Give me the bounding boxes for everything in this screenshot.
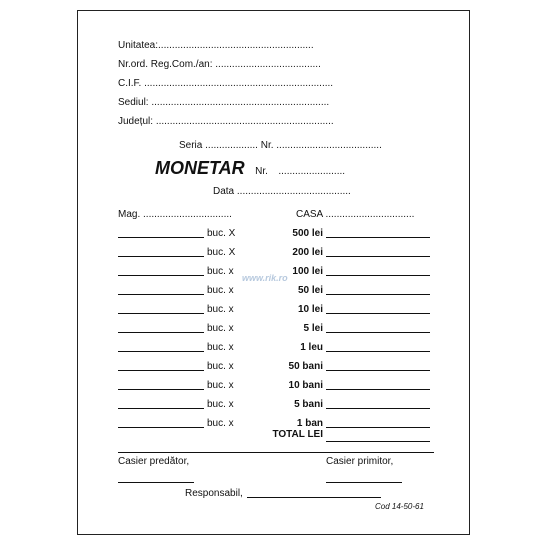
amount-line[interactable] xyxy=(326,332,430,333)
seria-row xyxy=(179,140,382,152)
quantity-line[interactable] xyxy=(118,313,204,314)
casa-fill[interactable]: ................................ xyxy=(325,209,415,220)
unit-label: buc. x xyxy=(207,342,234,353)
casa-row xyxy=(296,209,414,221)
quantity-line[interactable] xyxy=(118,275,204,276)
denomination-label: 50 lei xyxy=(297,285,323,296)
mag-row xyxy=(118,209,232,221)
judetul-fill[interactable]: ................................................................ xyxy=(155,116,334,127)
field-cif xyxy=(118,78,333,90)
quantity-line[interactable] xyxy=(118,332,204,333)
denomination-label: 10 lei xyxy=(297,304,323,315)
sediul-label: Sediul: xyxy=(118,97,149,108)
mag-label: Mag. xyxy=(118,209,141,220)
casier-primitor-line[interactable] xyxy=(326,482,402,483)
title-row xyxy=(155,158,345,179)
casa-label: CASA xyxy=(296,209,323,220)
amount-line[interactable] xyxy=(326,294,430,295)
separator-line xyxy=(118,452,434,453)
form-code: Cod 14-50-61 xyxy=(375,502,424,511)
unit-label: buc. x xyxy=(207,361,234,372)
casier-predator-line[interactable] xyxy=(118,482,194,483)
denomination-label: 1 ban xyxy=(296,418,323,429)
field-nr-reg-com xyxy=(118,59,321,71)
amount-line[interactable] xyxy=(326,313,430,314)
quantity-line[interactable] xyxy=(118,389,204,390)
nr-reg-com-fill[interactable]: ...................................... xyxy=(215,59,321,70)
denomination-label: 5 lei xyxy=(303,323,323,334)
cif-fill[interactable]: .................................................................... xyxy=(144,78,334,89)
amount-line[interactable] xyxy=(326,389,430,390)
unit-label: buc. x xyxy=(207,380,234,391)
title-nr-fill[interactable]: ........................ xyxy=(278,166,346,177)
sediul-fill[interactable]: ................................................................ xyxy=(151,97,330,108)
quantity-line[interactable] xyxy=(118,408,204,409)
seria-label: Seria xyxy=(179,140,203,151)
data-row xyxy=(213,186,351,198)
quantity-line[interactable] xyxy=(118,237,204,238)
responsabil-line[interactable] xyxy=(247,497,381,498)
denomination-label: 10 bani xyxy=(288,380,323,391)
amount-line[interactable] xyxy=(326,275,430,276)
amount-line[interactable] xyxy=(326,351,430,352)
amount-line[interactable] xyxy=(326,370,430,371)
unit-label: buc. x xyxy=(207,285,234,296)
casier-primitor-label: Casier primitor, xyxy=(326,456,394,467)
denomination-label: 500 lei xyxy=(292,228,323,239)
denomination-label: 200 lei xyxy=(292,247,323,258)
denomination-label: 100 lei xyxy=(292,266,323,277)
field-unitatea xyxy=(118,40,314,52)
field-sediul xyxy=(118,97,329,109)
mag-fill[interactable]: ................................ xyxy=(143,209,232,220)
title-nr-label: Nr. xyxy=(255,166,268,177)
page-title: MONETAR xyxy=(155,158,245,178)
seria-nr-label: Nr. xyxy=(260,140,274,151)
amount-line[interactable] xyxy=(326,256,430,257)
unit-label: buc. X xyxy=(207,247,236,258)
unit-label: buc. x xyxy=(207,304,234,315)
unit-label: buc. x xyxy=(207,418,234,429)
unit-label: buc. x xyxy=(207,323,234,334)
cif-label: C.I.F. xyxy=(118,78,142,89)
data-fill[interactable]: ......................................... xyxy=(236,186,351,197)
nr-reg-com-label: Nr.ord. Reg.Com./an: xyxy=(118,59,213,70)
judetul-label: Județul: xyxy=(118,116,154,127)
quantity-line[interactable] xyxy=(118,294,204,295)
unitatea-fill[interactable]: ........................................................ xyxy=(158,40,314,51)
total-label: TOTAL LEI xyxy=(272,429,323,440)
unit-label: buc. x xyxy=(207,266,234,277)
unit-label: buc. X xyxy=(207,228,236,239)
data-label: Data xyxy=(213,186,235,197)
seria-fill[interactable]: ................... xyxy=(205,140,258,151)
denomination-label: 1 leu xyxy=(300,342,323,353)
amount-line[interactable] xyxy=(326,237,430,238)
unit-label: buc. x xyxy=(207,399,234,410)
quantity-line[interactable] xyxy=(118,370,204,371)
quantity-line[interactable] xyxy=(118,351,204,352)
casier-predator-label: Casier predător, xyxy=(118,456,190,467)
quantity-line[interactable] xyxy=(118,427,204,428)
quantity-line[interactable] xyxy=(118,256,204,257)
amount-line[interactable] xyxy=(326,427,430,428)
responsabil-label: Responsabil, xyxy=(185,488,243,499)
watermark: www.rik.ro xyxy=(242,273,288,283)
denomination-label: 50 bani xyxy=(288,361,323,372)
amount-line[interactable] xyxy=(326,408,430,409)
seria-nr-fill[interactable]: ...................................... xyxy=(276,140,382,151)
total-line[interactable] xyxy=(326,441,430,442)
field-judetul xyxy=(118,116,334,128)
monetar-form xyxy=(77,10,470,535)
unitatea-label: Unitatea: xyxy=(118,40,159,51)
denomination-label: 5 bani xyxy=(294,399,323,410)
